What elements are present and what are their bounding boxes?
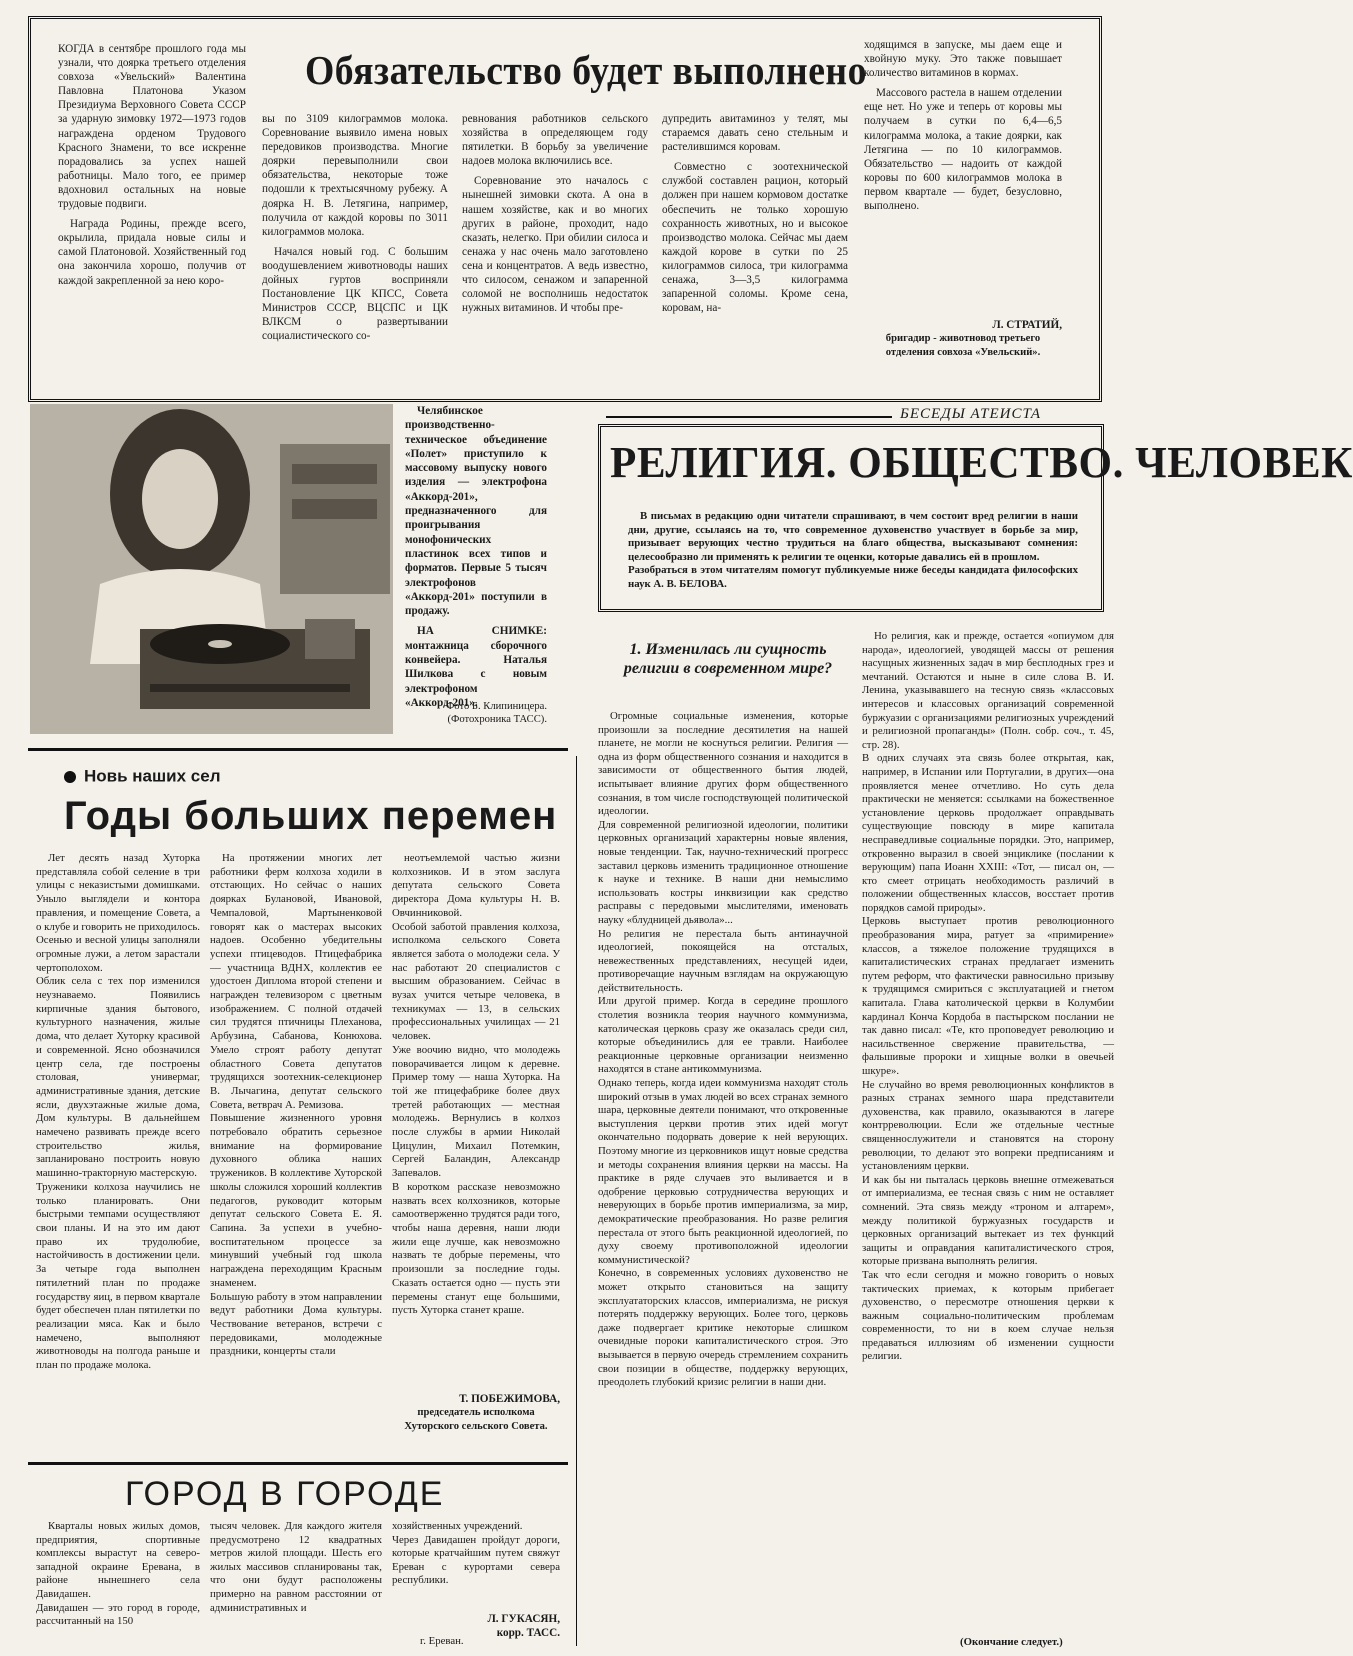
photo-caption-note: НА СНИМКЕ: монтажница сборочного конвейера. Наталья Шилкова с новым электрофоном «Аккорд-201». (405, 625, 547, 709)
photo-illustration (30, 404, 393, 734)
article-obligation-text-4: дупредить авитаминоз у телят, мы стараемся давать сено стельным и растелившимся коровам. (662, 113, 848, 154)
article-city-top-rule (28, 1462, 568, 1465)
article-obligation-title: Обязательство будет выполнено (305, 47, 867, 93)
article-city-text-3: хозяйственных учреждений. Через Давидашен пройдут дороги, которые кратчайшим путем свяжут Ереван с курортами севера республики. (392, 1520, 560, 1587)
article-village-text-2: На протяжении многих лет работники ферм колхоза ходили в отстающих. Но сейчас о наших доярках Булановой, Ивановой, Чемпаловой, Мартыненковой говорят как о мастерах высоких надоев. Особенно убедительны успехи птицеводов. Птицефабрика — участница ВДНХ, коллектив ее удостоен Диплома второй степени и награжден телевизором с цветным изображением. С полной отдачей сил трудятся птичницы Плеханова, Арбузина, Сабанова, Конюхова. Умело строят работу депутат областного Совета депутатов трудящихся зоотехник-селекционер В. Лычагина, депутат сельского Совета, ветврач А. Ремизова. Повышение жизненного уровня потребовало обратить серьезное внимание на формирование духовного облика наших тружеников. В коллективе Хуторской школы сложился хороший коллектив педагогов, руководит которым депутат сельского Совета Е. Я. Сапина. За успехи в учебно-воспитательном процессе за минувший учебный год школа награждена переходящим Красным знаменем. Большую работу в этом направлении ведут работники Дома культуры. Чествование ветеранов, встречи с передовиками, молодежные праздники, концерты стали (210, 852, 382, 1358)
article-religion-rubric-rule (606, 416, 892, 418)
article-obligation-text-2b: Начался новый год. С большим воодушевлением животноводы наших дойных гуртов восприняли Постановление ЦК КПСС, Совета Министров СССР, ВЦСПС и ЦК ВЛКСМ о развертывании социалистического со- (262, 245, 448, 343)
rubric-bullet-icon (64, 771, 76, 783)
article-obligation-col-5 (864, 38, 1062, 318)
article-obligation-author-role: бригадир - животновод третьего отделения совхоза «Увельский». (885, 333, 1041, 358)
article-religion-text-1: Огромные социальные изменения, которые произошли за последние десятилетия на нашей планете, не могли не коснуться религии. Религия — одна из форм общественного сознания и находится в зависимости от общественного бытия людей, испытывает влияние других форм общественного сознания, в том числе господствующей политической идеологии. Для современной религиозной идеологии, политики церковных организаций характерны новые явления, новые тенденции. Так, научно-технический прогресс заставил церковь изменить традиционное отношение к науке и технике. В наши дни немыслимо использовать костры инквизиции как средство расправы с передовыми мыслителями, именовать науку «блудницей дьявола»... Но религия не перестала быть антинаучной идеологией, покоящейся на отсталых, невежественных представлениях, несущей идеи, противоречащие научным взглядам на окружающую действительность. Или другой пример. Когда в середине прошлого столетия возникла теория научного коммунизма, католическая церковь сразу же оказалась среди сил, которые объединились для ее травли. Наиболее реакционные церковные организации неизменно находятся в стане антикоммунизма. Однако теперь, когда идеи коммунизма находят столь широкий отзыв в умах людей во всех странах земного шара, церковные деятели понимают, что откровенные выступления церкви против этих идей могут окончательно подорвать доверие к ней верующих. Поэтому многие из церковников ищут новые средства и методы сохранения влияния церкви на массы. На практике в ряде случаев это выливается и в одобрение церковью сотрудничества верующих и неверующих в борьбе против империализма, за мир, демократические преобразования. Но разве религия перестала от этого быть реакционной идеологией, по духу своему противоположной идеологии коммунистической? Конечно, в современных условиях духовенство не может открыто становиться на защиту эксплуататорских классов, империализма, не рискуя потерять поддержку верующих. Более того, церковь даже подвергает критике некоторые слишком очевидные пороки капиталистического строя. Это вызывается в первую очередь стремлением сохранить свои позиции в обществе, поддержку верующих, преодолеть глубокий кризис религии в наши дни. (598, 710, 848, 1389)
article-obligation-author: Л. СТРАТИЙ, (992, 319, 1062, 331)
article-religion-col-1 (598, 710, 848, 1642)
article-obligation-text-5: ходящимся в запуске, мы даем еще и хвойную муку. Это также повышает количество витаминов в кормах. (864, 39, 1062, 80)
article-obligation-col-3 (462, 112, 648, 384)
article-city-text-1: Кварталы новых жилых домов, предприятия, спортивные комплексы вырастут на северо-западной окраине Еревана, в районе нынешнего села Давидашен. Давидашен — это город в городе, рассчитанный на 150 (36, 1520, 200, 1628)
article-village-author-role: председатель исполкома Хуторского сельского Совета. (404, 1407, 548, 1432)
article-village-col-1 (36, 852, 200, 1452)
article-village-col-2 (210, 852, 382, 1452)
article-village-title: Годы больших перемен (64, 794, 558, 838)
article-obligation-col-4 (662, 112, 848, 384)
article-village-signature (392, 1392, 560, 1434)
article-city-author-role: корр. ТАСС. (496, 1627, 560, 1639)
photo-caption (405, 404, 547, 709)
article-city-place: г. Ереван. (420, 1635, 464, 1647)
article-obligation-col-1 (58, 42, 246, 384)
article-city-col-1 (36, 1520, 200, 1650)
article-village-author: Т. ПОБЕЖИМОВА, (459, 1393, 560, 1405)
page-column-separator (576, 756, 577, 1646)
article-village-text-3: неотъемлемой частью жизни колхозников. И в этом заслуга депутата сельского Совета директора Дома культуры Н. В. Овчинниковой. Особой заботой правления колхоза, исполкома сельского Совета является забота о молодежи села. У нас работают 20 специалистов с высшим образованием. Сейчас в вузах учится четыре человека, в техникумах — 13, в сельских профессиональных училищах — 21 человек. Уже воочию видно, что молодежь поворачивается лицом к деревне. Пример тому — наша Хуторка. На той же птицефабрике более двух третей работающих — местная молодежь. Вернулись в колхоз после службы в армии Николай Цицулин, Михаил Потемкин, Сергей Баландин, Александр Запевалов. В коротком рассказе невозможно назвать всех колхозников, которые самоотверженно трудятся ради того, чтобы наша деревня, наши люди жили еще лучше, как невозможно назвать те добрые перемены, что произошли за последние годы. Сказать остается одно — пусть эти перемены станут еще большими, пусть Хуторка станет краше. (392, 852, 560, 1317)
article-obligation-text-5b: Массового растела в нашем отделении еще нет. Но уже и теперь от коровы мы получаем в сутки по 6,4—6,5 килограмма молока, а такие доярки, как Летягина — по 10 килограммов. Обязательство — надоить от каждой коровы по 600 килограммов молока в первом квартале — будет, безусловно, выполнено. (864, 87, 1062, 213)
article-village-text-1: Лет десять назад Хуторка представляла собой селение в три улицы с неказистыми домишками. Уныло выглядели и контора правления, и помещение Совета, а о клубе и говорить не приходилось. Осенью и весной улицы заполняли огромные лужи, а летом зарастали чертополохом. Облик села с тех пор изменился неузнаваемо. Появились кирпичные здания бытового, культурного назначения, жилые дома, что делает Хуторку красивой и современной. Ясно обозначился центр села, где построены столовая, универмаг, административные здания, детские ясли, двухэтажные жилые дома, Дом культуры. В дальнейшем намечено развивать прежде всего строительство жилья, запланировано построить новую машинно-тракторную мастерскую. Труженики колхоза научились не только планировать. Они быстрыми темпами осуществляют свои планы. И на это им дают право их трудолюбие, настойчивость в достижении цели. За четыре года выполнен пятилетний план по продаже государству яиц, в первом квартале будет обеспечен план пятилетки по реализации мяса. Как и было намечено, выполняют животноводы на полгода раньше и план по продаже молока. (36, 852, 200, 1372)
photo-credit: Фото Б. Клипиницера. (Фотохроника ТАСС). (445, 701, 547, 725)
article-religion-title: РЕЛИГИЯ. ОБЩЕСТВО. ЧЕЛОВЕК (610, 438, 1353, 487)
article-religion-lead (628, 510, 1078, 602)
record-player-photo (30, 404, 393, 734)
article-city-col-2 (210, 1520, 382, 1650)
article-city-author: Л. ГУКАСЯН, (487, 1613, 560, 1625)
article-obligation-text-1b: Награда Родины, прежде всего, окрылила, придала новые силы и самой Платоновой. Хозяйственный год она закончила хорошо, получив от каждой закрепленной за нею коро- (58, 218, 246, 287)
article-city-title: ГОРОД В ГОРОДЕ (125, 1475, 445, 1513)
article-village-top-rule (28, 748, 568, 751)
article-obligation-signature (864, 318, 1062, 360)
article-religion-col-2 (862, 630, 1114, 1630)
article-village-rubric-text: Новь наших сел (84, 766, 221, 786)
article-obligation-col-2 (262, 112, 448, 384)
article-obligation-text-3: ревнования работников сельского хозяйства в определяющем году пятилетки. В борьбу за увеличение надоев молока включились все. (462, 113, 648, 168)
article-religion-subtitle: 1. Изменилась ли сущность религии в современном мире? (623, 641, 833, 677)
article-city-signature (392, 1612, 560, 1640)
article-religion-text-2: Но религия, как и прежде, остается «опиумом для народа», идеологией, уводящей массы от решения насущных жизненных задач в мир бесплодных грез и мечтаний. Остаются и ныне в силе слова В. И. Ленина, указывавшего на тесную связь «классовых интересов и классовых организаций современной буржуазии с организациями религиозных учреждений и религиозной пропаганды» (Полн. собр. соч., т. 45, стр. 28). В одних случаях эта связь более открытая, как, например, в Испании или Португалии, в других—она проявляется менее отчетливо. Но суть дела практически не меняется: ссылками на божественное установление церковь продолжает оправдывать существующие повсюду в мире капитала несправедливые социальные порядки. Это, например, откровенно выразил в своей энциклике (послании к верующим) папа Иоанн XXIII: «Тот, — писал он, — кто смеет отрицать необходимость различий в положении общественных классов, восстает против порядков самой природы». Церковь выступает против революционного преобразования мира, ратует за «примирение» классов, а тяжелое положение трудящихся в капиталистических странах предлагает изменить путем реформ, что фактически равносильно призыву к трудящимся смириться с эксплуатацией и гнетом капитала. Глава католической церкви в Колумбии кардинал Конча Кордоба в пастырском послании не так давно писал: «Те, кто проповедует революцию и насильственное свержение правительства, — фальшивые пророки и хищные волки в овечьей шкуре». Не случайно во время революционных конфликтов в разных странах земного шара представители духовенства, как правило, оказываются в лагере контрреволюции. Если же отдельные честные священнослужители и становятся на сторону революции, то делают это вопреки предписаниям и установлениям церкви. И как бы ни пыталась церковь внешне отмежеваться от империализма, ее тесная связь с ним не оставляет сомнений. Эта связь между «троном и алтарем», между политикой буржуазных государств и церковных организаций вытекает из тех функций защиты и оправдания капиталистического строя, которые призвана выполнять религия. Так что если сегодня и можно говорить о новых тактических приемах, к которым прибегает духовенство, о пересмотре отношения церкви к важным социально-политическим проблемам современности, то ни в коем случае нельзя предаваться иллюзиям об изменении сущности религии. (862, 630, 1114, 1363)
article-religion-rubric: БЕСЕДЫ АТЕИСТА (900, 406, 1042, 422)
article-obligation-text-1: КОГДА в сентябре прошлого года мы узнали, что доярка третьего отделения совхоза «Увельский» Валентина Павловна Платонова Указом Президиума Верховного Совета СССР за ударную зимовку 1972—1973 годов награждена орденом Трудового Красного Знамени, то все искренне порадовались за успех нашей работницы. Мало того, ее пример вдохновил остальных на новые трудовые подвиги. (58, 43, 246, 211)
article-obligation-text-4b: Совместно с зоотехнической службой составлен рацион, который должен при нашем кормовом достатке обеспечить не только хорошую сохранность животных, но и высокое производство молока. Сейчас мы даем каждой корове в сутки по 25 килограммов силоса, три килограмма сенажа, 3—3,5 килограмма запаренной соломы. Кроме сена, коровам, на- (662, 161, 848, 315)
photo-caption-text: Челябинское производственно-техническое объединение «Полет» приступило к массовому выпуску нового изделия — электрофона «Аккорд-201», предназначенного для проигрывания монофонических пластинок всех типов и форматов. Первые 5 тысяч электрофонов «Аккорд-201» поступили в продажу. (405, 405, 547, 618)
article-religion-lead-text: В письмах в редакцию одни читатели спрашивают, в чем состоит вред религии в наши дни, другие, ссылаясь на то, что современное духовенство участвует в борьбе за мир, призывает верующих честно трудиться на благо общества, высказывают сомнения: целесообразно ли применять к религии те оценки, которые давались ей в прошлом. Разобраться в этом читателям помогут публикуемые ниже беседы кандидата философских наук А. В. БЕЛОВА. (628, 510, 1078, 590)
article-village-col-3 (392, 852, 560, 1392)
article-obligation-text-3b: Соревнование это началось с нынешней зимовки скота. А она в нашем хозяйстве, как и во многих других в районе, проходит, надо сказать, нелегко. При обилии силоса и сенажа у нас очень мало заготовлено сена и концентратов. А ведь известно, что силосом, сенажом и запаренной соломой не восполнишь недостаток нужных витаминов. И чтобы пре- (462, 175, 648, 315)
article-city-col-3 (392, 1520, 560, 1610)
article-village-rubric (64, 766, 221, 787)
article-obligation-text-2: вы по 3109 килограммов молока. Соревнование выявило имена новых передовиков производства. Многие доярки перевыполнили свои обязательства, некоторые тоже подошли к трехтысячному рубежу. А доярка Н. В. Летягина, например, получила от каждой коровы по 3011 килограммов молока. (262, 113, 448, 238)
article-religion-ending: (Окончание следует.) (960, 1636, 1063, 1648)
article-city-text-2: тысяч человек. Для каждого жителя предусмотрено 12 квадратных метров жилой площади. Шесть его жилых массивов спланированы так, что они будут расположены примерно на равном расстоянии от административных и (210, 1520, 382, 1614)
